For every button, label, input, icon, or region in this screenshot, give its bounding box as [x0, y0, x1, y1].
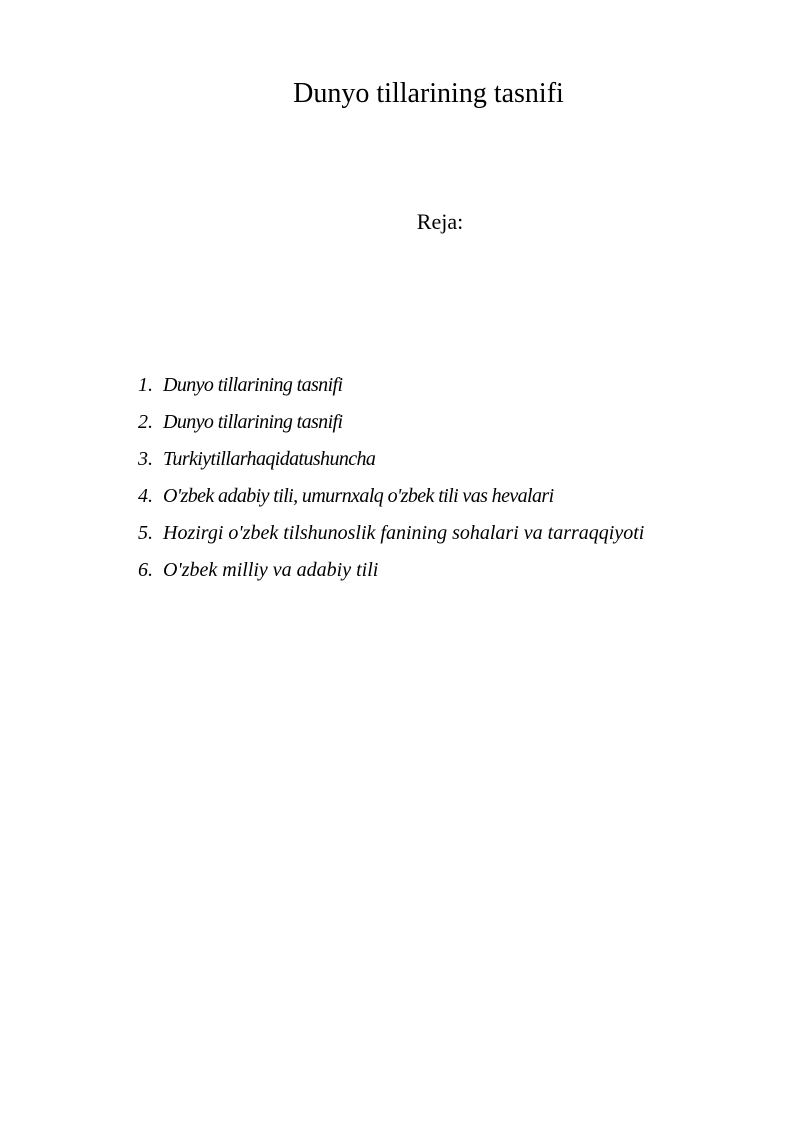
- list-item-number: 6.: [138, 559, 153, 581]
- list-item: [138, 483, 644, 520]
- list-item-text: Dunyo tillarining tasnifi: [163, 411, 343, 433]
- list-item-text: Hozirgi o'zbek tilshunoslik fanining sohalari va tarraqqiyoti: [163, 522, 645, 544]
- list-item: [138, 557, 644, 594]
- plan-list: [138, 372, 644, 594]
- list-item-text: O'zbek milliy va adabiy tili: [163, 559, 379, 581]
- plan-heading: Reja:: [416, 209, 464, 234]
- list-item: [138, 446, 644, 483]
- list-item-number: 1.: [138, 374, 153, 396]
- list-item-text: O'zbek adabiy tili, umurnxalq o'zbek tili vas hevalari: [163, 485, 554, 507]
- list-item-number: 4.: [138, 485, 153, 507]
- list-item-text: Dunyo tillarining tasnifi: [163, 374, 343, 396]
- list-item: [138, 409, 644, 446]
- list-item: [138, 372, 644, 409]
- list-item-number: 5.: [138, 522, 153, 544]
- list-item-number: 3.: [138, 448, 153, 470]
- list-item: [138, 520, 644, 557]
- document-title: Dunyo tillarining tasnifi: [293, 78, 564, 109]
- list-item-number: 2.: [138, 411, 153, 433]
- list-item-text: Turkiytillarhaqidatushuncha: [163, 448, 376, 470]
